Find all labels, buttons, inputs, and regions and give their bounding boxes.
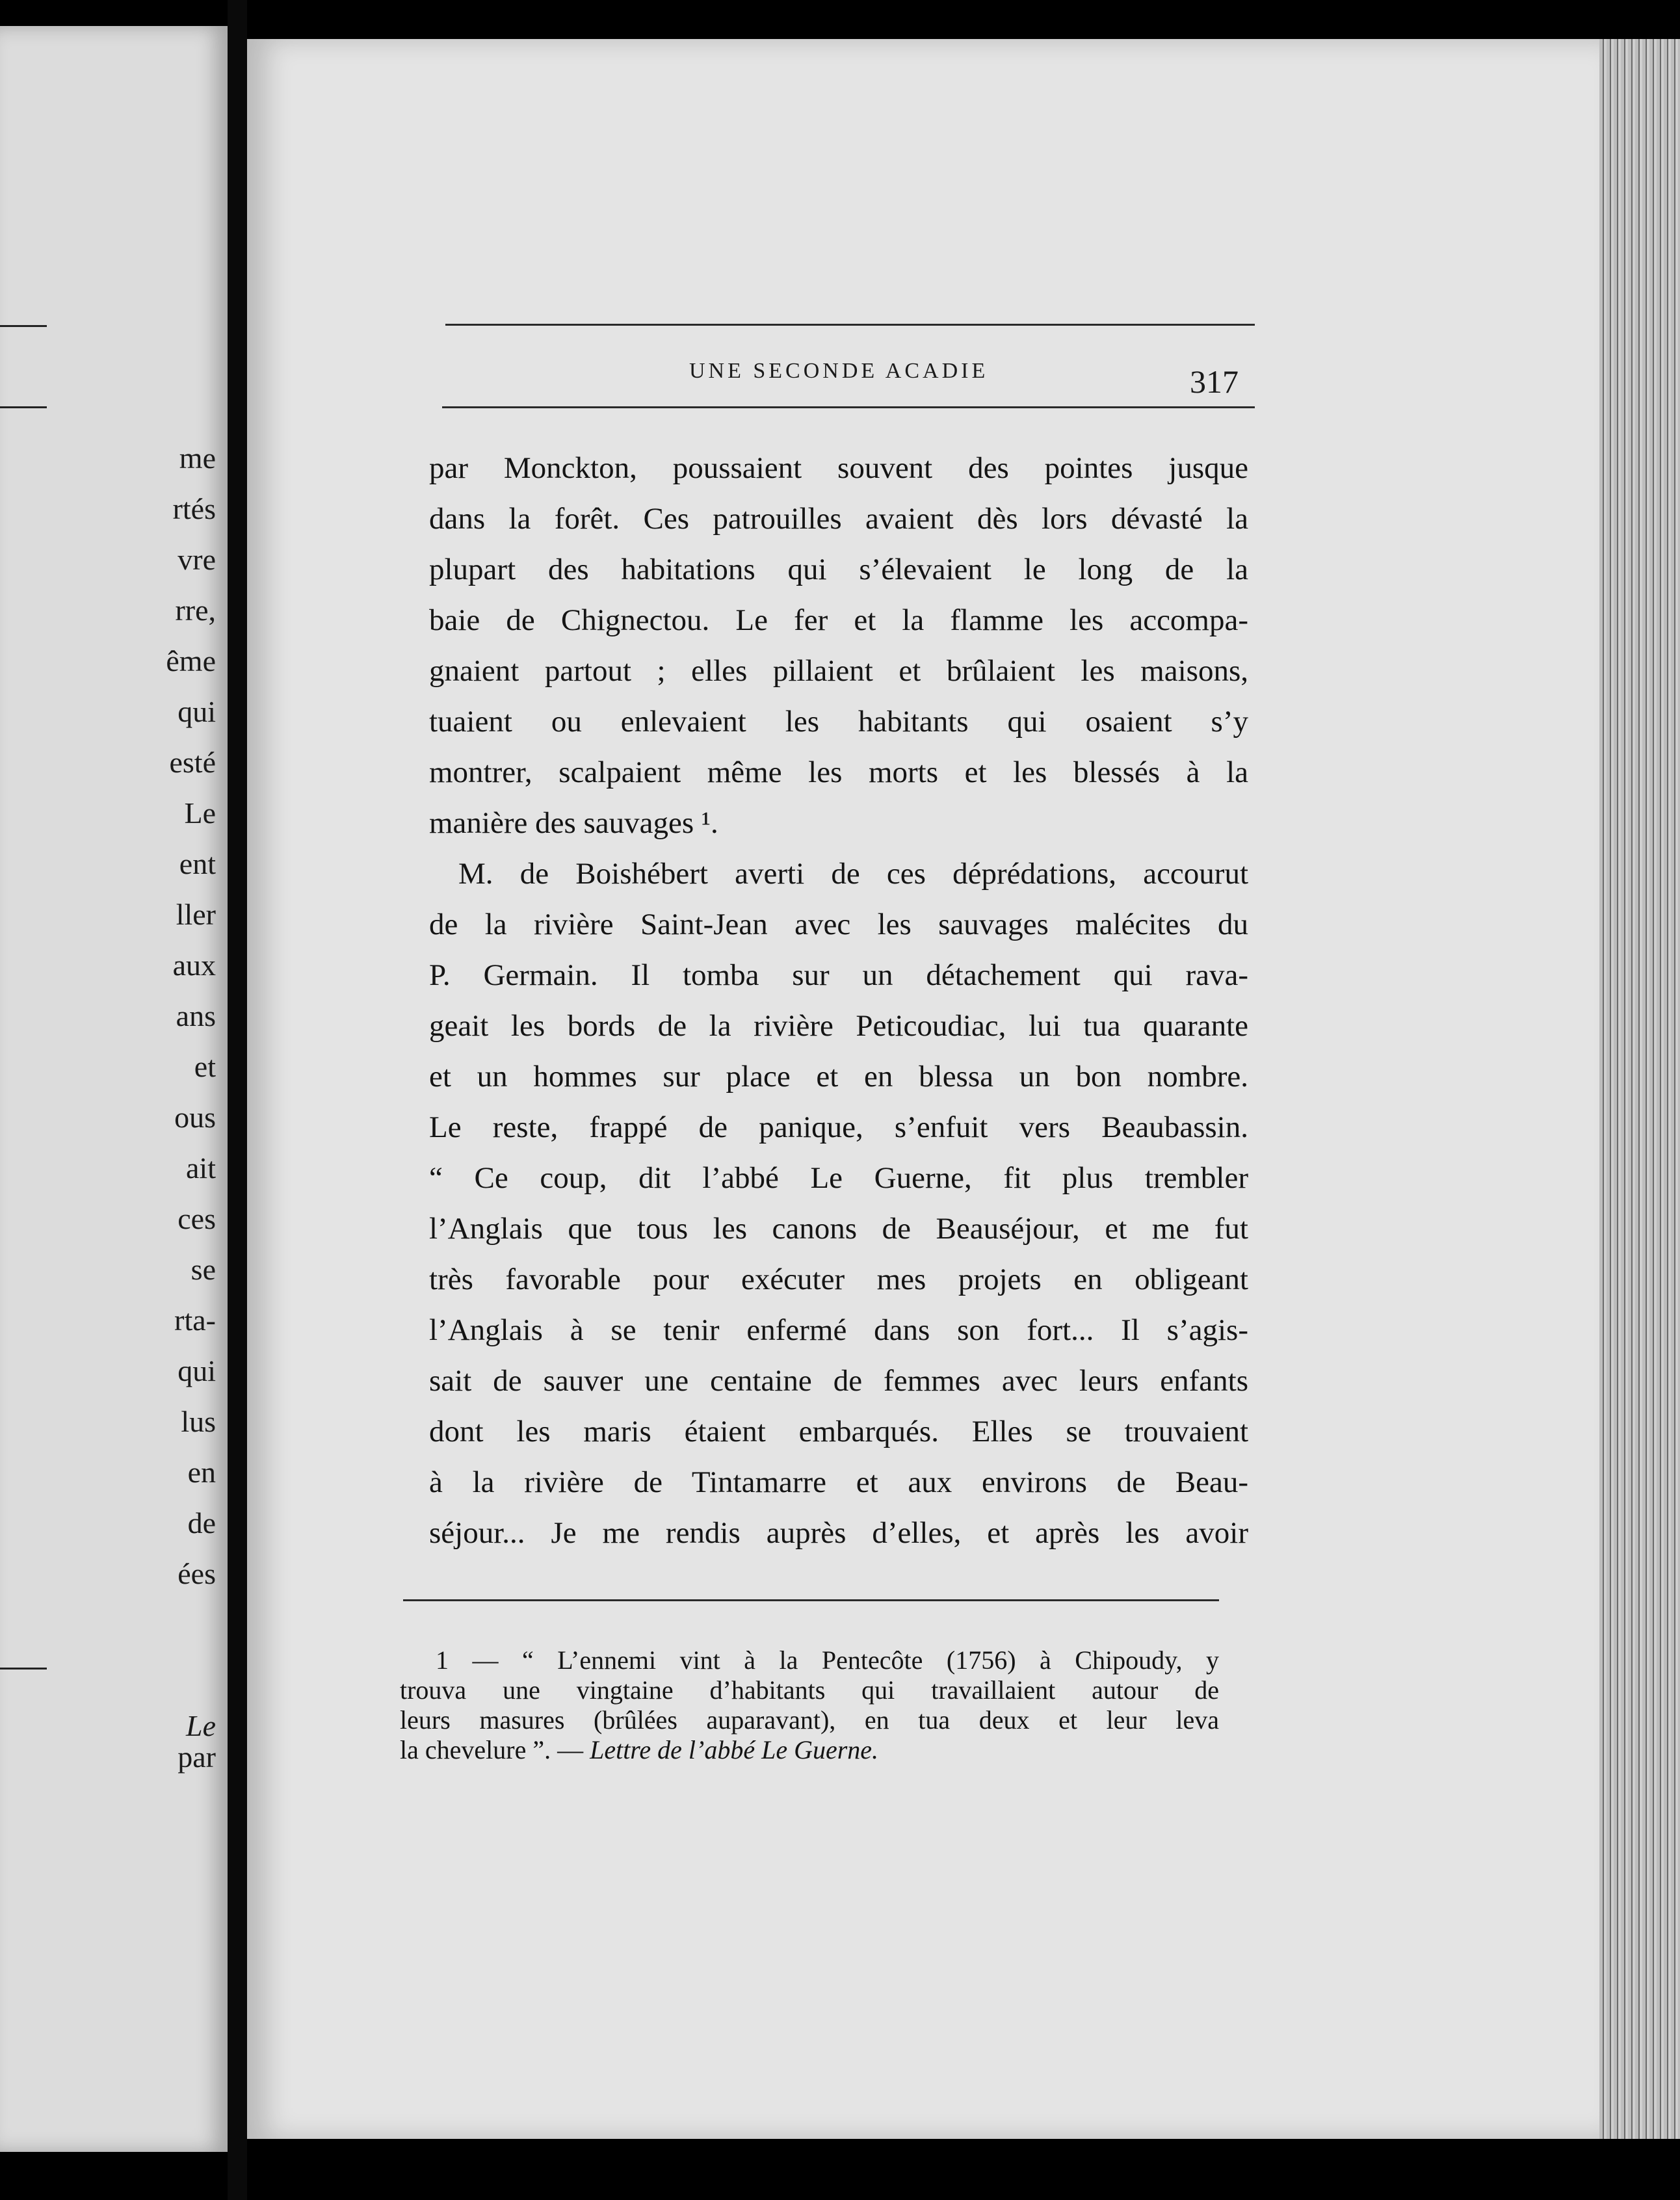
body-line: sait de sauver une centaine de femmes avec leurs enfants <box>429 1364 1248 1398</box>
left-page-line: rtés <box>172 492 216 525</box>
footnote-source: Lettre de l’abbé Le Guerne. <box>590 1735 879 1764</box>
paragraph-first-line: M. de Boishébert averti de ces déprédations, accourut <box>458 857 1248 891</box>
left-page-line: ans <box>176 999 216 1032</box>
body-line: l’Anglais que tous les canons de Beauséjour, et me fut <box>429 1212 1248 1246</box>
body-line: l’Anglais à se tenir enfermé dans son fort... Il s’agis- <box>429 1313 1248 1347</box>
body-line: plupart des habitations qui s’élevaient le long de la <box>429 553 1248 586</box>
binding-gutter <box>228 0 247 2200</box>
body-line: geait les bords de la rivière Peticoudiac, lui tua quarante <box>429 1009 1248 1043</box>
body-line: P. Germain. Il tomba sur un détachement qui rava- <box>429 958 1248 992</box>
footnote-line: leurs masures (brûlées auparavant), en tua deux et leur leva <box>400 1705 1219 1735</box>
body-line: dont les maris étaient embarqués. Elles se trouvaient <box>429 1415 1248 1448</box>
running-title: UNE SECONDE ACADIE <box>689 359 989 383</box>
left-page-line: ait <box>186 1151 216 1185</box>
body-line: tuaient ou enlevaient les habitants qui osaient s’y <box>429 705 1248 739</box>
left-page-line: qui <box>177 1354 216 1387</box>
body-line: à la rivière de Tintamarre et aux environs de Beau- <box>429 1465 1248 1499</box>
footnote-last-line <box>400 1736 1219 1764</box>
page-number: 317 <box>1190 363 1239 400</box>
left-page-line: en <box>187 1456 216 1489</box>
left-page-line: ces <box>177 1202 216 1235</box>
body-line: Le reste, frappé de panique, s’enfuit vers Beaubassin. <box>429 1110 1248 1144</box>
left-page-line: Le <box>184 796 216 830</box>
left-page-rule-header <box>0 406 47 408</box>
body-line: de la rivière Saint-Jean avec les sauvages malécites du <box>429 908 1248 941</box>
header-top-rule <box>445 324 1255 326</box>
left-page-line: ées <box>177 1557 216 1590</box>
body-line: séjour... Je me rendis auprès d’elles, et après les avoir <box>429 1516 1248 1550</box>
footnote-line: trouva une vingtaine d’habitants qui travaillaient autour de <box>400 1675 1219 1705</box>
left-page-line: me <box>179 441 216 475</box>
left-page-line: rta- <box>174 1303 216 1337</box>
left-page-footnote-line: Le <box>186 1709 216 1742</box>
left-page-line: se <box>190 1253 216 1286</box>
body-line: dans la forêt. Ces patrouilles avaient dès lors dévasté la <box>429 502 1248 536</box>
left-page-line: rre, <box>175 594 216 627</box>
header-bottom-rule <box>442 406 1255 408</box>
body-line: par Monckton, poussaient souvent des pointes jusque <box>429 451 1248 485</box>
body-line: montrer, scalpaient même les morts et les blessés à la <box>429 755 1248 789</box>
body-line: manière des sauvages ¹. <box>429 806 718 840</box>
left-page-line: qui <box>177 695 216 728</box>
left-page-line: aux <box>172 949 216 982</box>
previous-page-fragment <box>0 26 228 2152</box>
left-page-line: et <box>194 1050 216 1083</box>
left-page-line: lus <box>181 1405 216 1438</box>
left-page-footnote-rule <box>0 1668 47 1670</box>
left-page-rule-top <box>0 325 47 327</box>
left-page-footnote-line: par <box>177 1740 216 1774</box>
footnote-rule <box>403 1599 1219 1601</box>
body-line: gnaient partout ; elles pillaient et brûlaient les maisons, <box>429 654 1248 688</box>
left-page-line: ous <box>174 1101 216 1134</box>
left-page-line: ent <box>179 847 216 880</box>
left-page-line: ême <box>166 644 216 677</box>
left-page-line: ller <box>176 898 216 931</box>
footnote-text: la chevelure ”. — <box>400 1735 584 1764</box>
body-line: très favorable pour exécuter mes projets en obligeant <box>429 1263 1248 1296</box>
body-line: “ Ce coup, dit l’abbé Le Guerne, fit plus trembler <box>429 1161 1248 1195</box>
left-page-line: de <box>187 1506 216 1539</box>
left-page-line: vre <box>177 543 216 576</box>
body-line: et un hommes sur place et en blessa un bon nombre. <box>429 1060 1248 1093</box>
body-line: baie de Chignectou. Le fer et la flamme les accompa- <box>429 603 1248 637</box>
left-page-line: esté <box>169 746 216 779</box>
footnote-line: 1 — “ L’ennemi vint à la Pentecôte (1756) à Chipoudy, y <box>436 1645 1219 1675</box>
page-edges <box>1599 39 1680 2139</box>
